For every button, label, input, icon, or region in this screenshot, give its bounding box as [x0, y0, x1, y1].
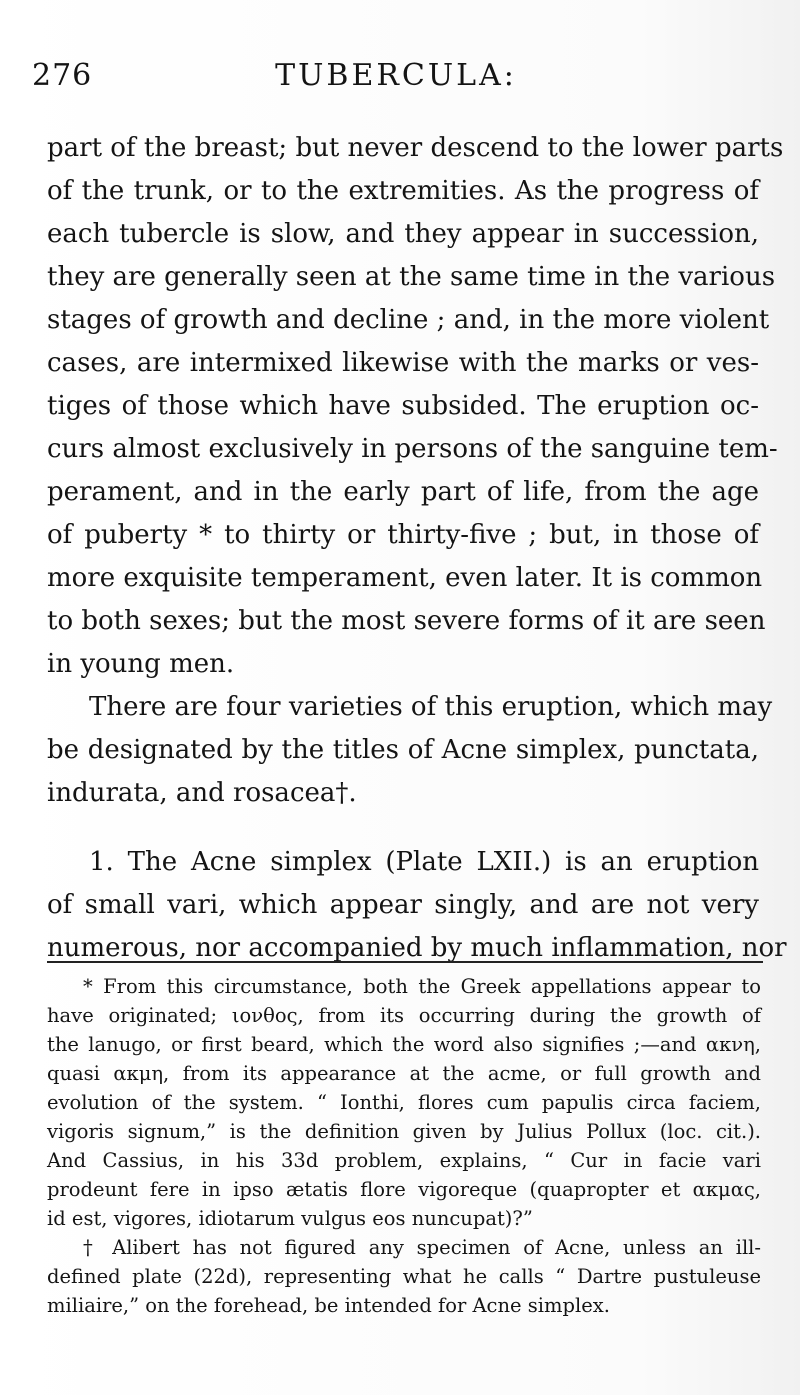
- body-line: cases, are intermixed likewise with the marks or ves-: [47, 348, 759, 378]
- footnote-line: quasi ακμη, from its appearance at the acme, or full growth and: [47, 1062, 761, 1085]
- footnote-line: † Alibert has not figured any specimen of Acne, unless an ill-: [83, 1236, 761, 1259]
- page-number: 276: [32, 58, 93, 93]
- body-line: There are four varieties of this eruption, which may: [89, 692, 773, 722]
- body-line: be designated by the titles of Acne simplex, punctata,: [47, 735, 759, 765]
- footnote-line: evolution of the system. “ Ionthi, flores cum papulis circa faciem,: [47, 1091, 761, 1114]
- body-line: each tubercle is slow, and they appear in succession,: [47, 219, 759, 249]
- body-line: of the trunk, or to the extremities. As the progress of: [47, 176, 759, 206]
- footnote-line: have originated; ιονθος, from its occurring during the growth of: [47, 1004, 761, 1027]
- paragraph-gap: [47, 815, 759, 841]
- footnote-line: miliaire,” on the forehead, be intended for Acne simplex.: [47, 1294, 610, 1317]
- footnote-line: the lanugo, or first beard, which the word also signifies ;—and ακνη,: [47, 1033, 761, 1056]
- body-line: more exquisite temperament, even later. It is common: [47, 563, 763, 593]
- body-line: in young men.: [47, 649, 235, 679]
- footnote-line: vigoris signum,” is the definition given by Julius Pollux (loc. cit.).: [47, 1120, 761, 1143]
- body-line: part of the breast; but never descend to the lower parts: [47, 133, 784, 163]
- body-line: perament, and in the early part of life, from the age: [47, 477, 759, 507]
- body-line: of puberty * to thirty or thirty-five ; but, in those of: [47, 520, 759, 550]
- body-line: curs almost exclusively in persons of the sanguine tem-: [47, 434, 778, 464]
- running-head: TUBERCULA:: [275, 58, 517, 93]
- footnote-line: id est, vigores, idiotarum vulgus eos nuncupat)?”: [47, 1207, 533, 1230]
- footnote-line: defined plate (22d), representing what he calls “ Dartre pustuleuse: [47, 1265, 761, 1288]
- body-line: tiges of those which have subsided. The eruption oc-: [47, 391, 759, 421]
- body-line: of small vari, which appear singly, and are not very: [47, 890, 759, 920]
- body-line: 1. The Acne simplex (Plate LXII.) is an eruption: [89, 847, 759, 877]
- body-line: to both sexes; but the most severe forms of it are seen: [47, 606, 766, 636]
- body-line: stages of growth and decline ; and, in the more violent: [47, 305, 770, 335]
- footnote-line: * From this circumstance, both the Greek appellations appear to: [83, 975, 761, 998]
- footnote-line: And Cassius, in his 33d problem, explains, “ Cur in facie vari: [47, 1149, 761, 1172]
- footnotes: [47, 972, 761, 1320]
- body-text: [47, 127, 787, 970]
- body-line: indurata, and rosacea†.: [47, 778, 357, 808]
- body-line: they are generally seen at the same time in the various: [47, 262, 776, 292]
- footnote-line: prodeunt fere in ipso ætatis flore vigoreque (quapropter et ακμας,: [47, 1178, 761, 1201]
- footnote-rule: [47, 961, 763, 963]
- page-header: [32, 58, 760, 102]
- body-line: numerous, nor accompanied by much inflammation, nor: [47, 933, 787, 963]
